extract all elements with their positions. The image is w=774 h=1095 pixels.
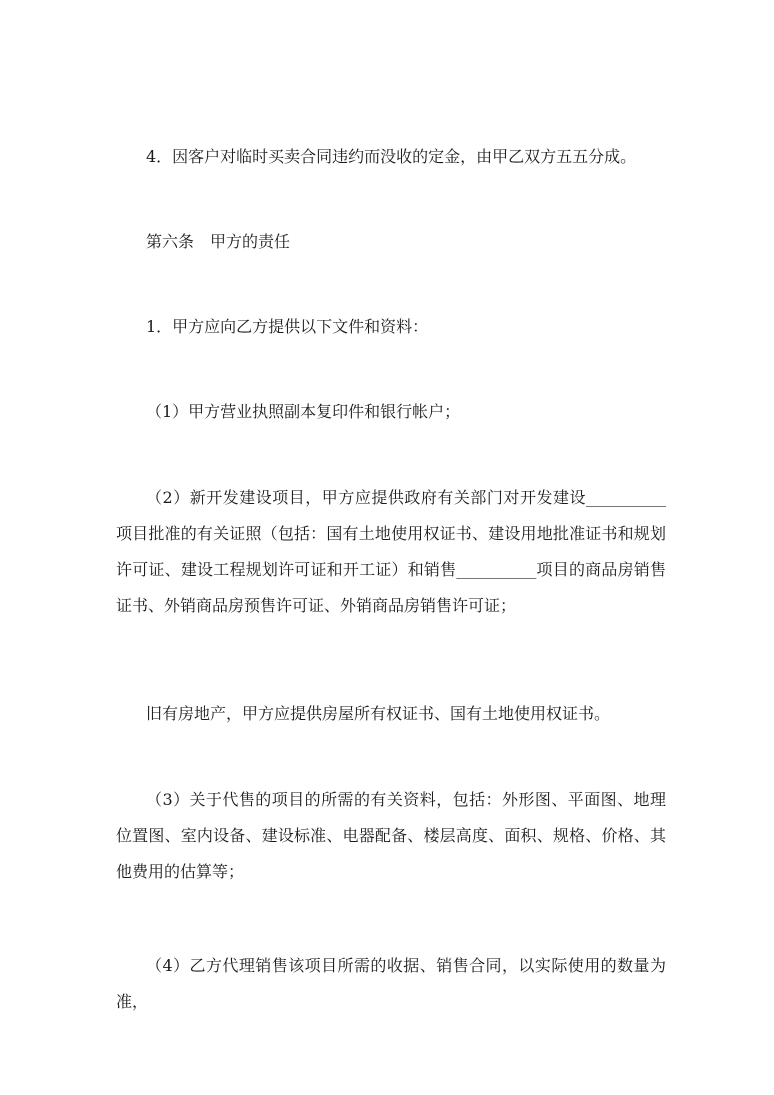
- article-six-heading: 第六条 甲方的责任: [146, 232, 291, 251]
- paragraph-clause-4-deposit: 4．因客户对临时买卖合同违约而没收的定金，由甲乙双方五五分成。: [146, 147, 637, 166]
- paragraph-item-3-materials: （3）关于代售的项目的所需的有关资料，包括：外形图、平面图、地理位置图、室内设备、建设标准、电器配备、楼层高度、面积、规格、价格、其他费用的估算等；: [116, 790, 666, 881]
- paragraph-item-4-receipts: （4）乙方代理销售该项目所需的收据、销售合同，以实际使用的数量为准，: [116, 956, 666, 1011]
- paragraph-clause-1-documents: 1．甲方应向乙方提供以下文件和资料：: [146, 317, 429, 336]
- paragraph-item-1-license: （1）甲方营业执照副本复印件和银行帐户；: [146, 402, 461, 421]
- paragraph-existing-property: 旧有房地产，甲方应提供房屋所有权证书、国有土地使用权证书。: [146, 704, 611, 723]
- paragraph-item-2-new-project: （2）新开发建设项目，甲方应提供政府有关部门对开发建设__________项目批准的有关证照（包括：国有土地使用权证书、建设用地批准证书和规划许可证、建设工程规划许可证和开工证）和销售__________项目的商品房销售证书、外销商品房预售许可证、外销商品房销售许可证；: [116, 488, 666, 615]
